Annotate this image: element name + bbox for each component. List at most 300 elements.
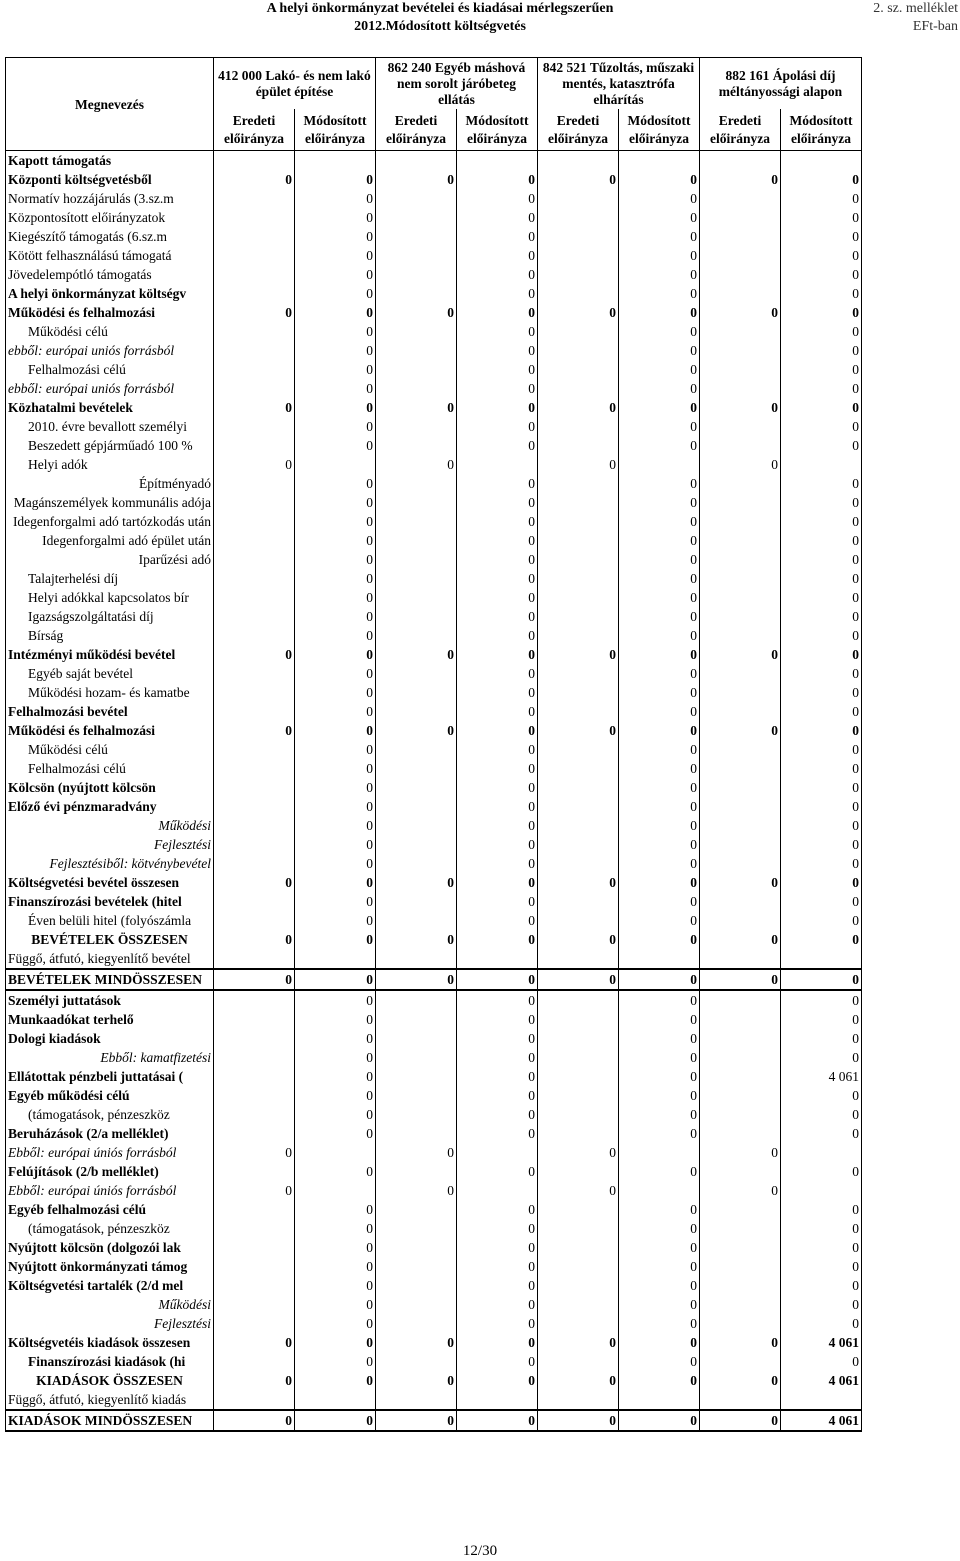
row-value	[538, 189, 619, 208]
row-value: 0	[457, 531, 538, 550]
row-value	[700, 265, 781, 284]
table-row	[6, 189, 862, 208]
row-value	[214, 512, 295, 531]
row-value: 0	[619, 208, 700, 227]
subheader-original: Eredeti előirányza	[538, 109, 619, 150]
row-value: 0	[619, 1067, 700, 1086]
row-value: 0	[295, 816, 376, 835]
row-value	[538, 322, 619, 341]
row-label: Beruházások (2/a melléklet)	[6, 1124, 214, 1143]
row-value: 0	[619, 436, 700, 455]
row-value: 0	[376, 721, 457, 740]
row-value: 0	[295, 189, 376, 208]
row-value	[538, 531, 619, 550]
row-value	[376, 493, 457, 512]
row-value: 0	[457, 1219, 538, 1238]
row-value: 0	[295, 969, 376, 990]
row-value: 0	[781, 683, 862, 702]
row-value: 0	[781, 569, 862, 588]
row-value: 0	[700, 721, 781, 740]
row-value: 0	[538, 873, 619, 892]
row-value: 0	[781, 759, 862, 778]
row-value	[376, 322, 457, 341]
row-label: BEVÉTELEK ÖSSZESEN	[6, 930, 214, 949]
row-value	[538, 626, 619, 645]
row-value: 0	[457, 1371, 538, 1390]
row-value: 0	[457, 740, 538, 759]
row-value: 0	[781, 474, 862, 493]
row-value: 0	[295, 1105, 376, 1124]
table-row	[6, 1048, 862, 1067]
row-label: Beszedett gépjárműadó 100 %	[6, 436, 214, 455]
row-value: 0	[295, 1048, 376, 1067]
table-row	[6, 797, 862, 816]
row-label: Intézményi működési bevétel	[6, 645, 214, 664]
row-value: 0	[619, 1410, 700, 1431]
row-value: 0	[538, 969, 619, 990]
row-value: 0	[781, 911, 862, 930]
row-value: 0	[295, 797, 376, 816]
row-value	[538, 778, 619, 797]
row-value: 0	[457, 341, 538, 360]
subheader-modified: Módosított előirányza	[781, 109, 862, 150]
row-value: 0	[781, 1048, 862, 1067]
row-value	[376, 208, 457, 227]
row-value: 0	[781, 990, 862, 1010]
row-value: 0	[457, 208, 538, 227]
row-value: 0	[781, 189, 862, 208]
row-label: Igazságszolgáltatási díj	[6, 607, 214, 626]
row-label: Helyi adók	[6, 455, 214, 474]
column-group-header: 842 521 Tűzoltás, műszaki mentés, katasztrófa elhárítás	[538, 58, 700, 110]
row-value: 0	[538, 455, 619, 474]
row-value: 0	[295, 284, 376, 303]
row-value	[376, 911, 457, 930]
row-value: 0	[781, 170, 862, 189]
row-value: 0	[781, 550, 862, 569]
row-value: 0	[295, 664, 376, 683]
row-value	[457, 949, 538, 969]
row-value	[538, 569, 619, 588]
row-value: 0	[457, 702, 538, 721]
row-value	[538, 664, 619, 683]
row-value: 0	[619, 873, 700, 892]
row-value	[538, 493, 619, 512]
row-value: 0	[214, 398, 295, 417]
row-value: 0	[781, 417, 862, 436]
row-value	[700, 208, 781, 227]
row-value	[538, 759, 619, 778]
row-label: Dologi kiadások	[6, 1029, 214, 1048]
row-value	[214, 664, 295, 683]
row-value	[538, 1257, 619, 1276]
row-label: Talajterhelési díj	[6, 569, 214, 588]
row-value	[376, 1352, 457, 1371]
row-value: 0	[214, 645, 295, 664]
row-value	[376, 512, 457, 531]
row-value: 0	[781, 835, 862, 854]
row-value: 0	[295, 417, 376, 436]
table-row	[6, 1105, 862, 1124]
row-value: 0	[457, 1238, 538, 1257]
budget-table	[5, 57, 862, 1432]
row-value	[538, 1162, 619, 1181]
table-row	[6, 1257, 862, 1276]
row-value: 0	[619, 1162, 700, 1181]
row-value	[700, 683, 781, 702]
row-value: 0	[376, 873, 457, 892]
row-value	[700, 322, 781, 341]
row-value	[457, 1143, 538, 1162]
row-value: 0	[781, 1276, 862, 1295]
row-value: 0	[295, 170, 376, 189]
table-row	[6, 1314, 862, 1333]
row-value	[376, 1086, 457, 1105]
row-value	[619, 455, 700, 474]
row-value	[700, 1162, 781, 1181]
row-value: 0	[457, 284, 538, 303]
row-value	[214, 1276, 295, 1295]
row-value: 0	[781, 588, 862, 607]
row-value	[700, 360, 781, 379]
row-value	[457, 455, 538, 474]
row-value: 0	[457, 379, 538, 398]
row-value: 0	[214, 1143, 295, 1162]
row-value: 0	[295, 360, 376, 379]
row-value	[781, 1181, 862, 1200]
row-value: 0	[376, 969, 457, 990]
row-value: 0	[457, 550, 538, 569]
row-value: 0	[538, 1410, 619, 1431]
table-row	[6, 778, 862, 797]
row-value	[214, 246, 295, 265]
table-row	[6, 969, 862, 990]
row-value: 0	[781, 1010, 862, 1029]
table-row	[6, 1010, 862, 1029]
row-value: 0	[295, 626, 376, 645]
row-value: 0	[781, 493, 862, 512]
row-value: 0	[376, 398, 457, 417]
row-value: 0	[457, 322, 538, 341]
table-row	[6, 911, 862, 930]
row-value	[700, 1010, 781, 1029]
row-value	[214, 626, 295, 645]
row-value: 0	[781, 246, 862, 265]
row-value: 0	[781, 607, 862, 626]
table-row	[6, 683, 862, 702]
row-value	[376, 284, 457, 303]
row-value: 0	[781, 1105, 862, 1124]
table-row	[6, 151, 862, 171]
row-label: BEVÉTELEK MINDÖSSZESEN	[6, 969, 214, 990]
row-value: 0	[781, 379, 862, 398]
table-row	[6, 702, 862, 721]
row-value: 0	[619, 969, 700, 990]
row-value: 0	[295, 208, 376, 227]
row-value: 0	[619, 360, 700, 379]
row-value: 0	[700, 303, 781, 322]
row-label: Felhalmozási célú	[6, 759, 214, 778]
row-value	[700, 835, 781, 854]
row-value: 0	[457, 1333, 538, 1352]
row-label: Költségvetési tartalék (2/d mel	[6, 1276, 214, 1295]
row-value: 0	[295, 1029, 376, 1048]
table-row	[6, 379, 862, 398]
row-value	[457, 1390, 538, 1410]
subheader-original: Eredeti előirányza	[214, 109, 295, 150]
row-value: 0	[619, 303, 700, 322]
row-value	[619, 949, 700, 969]
row-value	[376, 759, 457, 778]
row-value	[376, 360, 457, 379]
row-value: 0	[619, 854, 700, 873]
row-value	[376, 227, 457, 246]
row-value	[781, 455, 862, 474]
table-row	[6, 740, 862, 759]
row-value: 0	[619, 1371, 700, 1390]
column-group-header: 862 240 Egyéb máshová nem sorolt járóbeteg ellátás	[376, 58, 538, 110]
row-label: Bírság	[6, 626, 214, 645]
row-value	[538, 797, 619, 816]
row-value	[700, 417, 781, 436]
row-value: 0	[619, 1352, 700, 1371]
row-value: 0	[457, 398, 538, 417]
row-label: Működési hozam- és kamatbe	[6, 683, 214, 702]
row-label: Kapott támogatás	[6, 151, 214, 171]
row-value: 0	[295, 1086, 376, 1105]
row-value	[214, 816, 295, 835]
row-value	[376, 265, 457, 284]
row-value	[538, 816, 619, 835]
row-value	[538, 1105, 619, 1124]
table-row	[6, 1333, 862, 1352]
row-value	[376, 1200, 457, 1219]
row-value	[214, 360, 295, 379]
row-label: Kiegészítő támogatás (6.sz.m	[6, 227, 214, 246]
row-value	[538, 284, 619, 303]
row-value	[700, 493, 781, 512]
row-value	[700, 1295, 781, 1314]
column-header-name: Megnevezés	[6, 58, 214, 151]
row-label: Fejlesztési	[6, 835, 214, 854]
row-value	[214, 550, 295, 569]
row-label: Közhatalmi bevételek	[6, 398, 214, 417]
table-row	[6, 455, 862, 474]
row-value: 0	[700, 873, 781, 892]
row-value: 0	[214, 1333, 295, 1352]
table-row	[6, 1238, 862, 1257]
row-label: Építményadó	[6, 474, 214, 493]
row-value: 0	[619, 1238, 700, 1257]
row-value	[700, 1276, 781, 1295]
row-value	[700, 1200, 781, 1219]
row-label: Költségvetéis kiadások összesen	[6, 1333, 214, 1352]
row-label: Jövedelempótló támogatás	[6, 265, 214, 284]
row-value	[214, 778, 295, 797]
row-value	[538, 949, 619, 969]
row-label: Ebből: kamatfizetési	[6, 1048, 214, 1067]
row-value: 0	[214, 1181, 295, 1200]
row-value: 0	[619, 417, 700, 436]
table-row	[6, 892, 862, 911]
row-value	[214, 1029, 295, 1048]
row-value	[700, 569, 781, 588]
row-label: Működési és felhalmozási	[6, 303, 214, 322]
row-label: (támogatások, pénzeszköz	[6, 1219, 214, 1238]
table-row	[6, 1143, 862, 1162]
row-value: 0	[295, 1276, 376, 1295]
row-value	[700, 246, 781, 265]
row-value	[295, 1390, 376, 1410]
row-value: 0	[295, 512, 376, 531]
table-row	[6, 1371, 862, 1390]
row-value	[376, 854, 457, 873]
row-value	[376, 1162, 457, 1181]
row-value	[376, 990, 457, 1010]
row-value: 0	[214, 1410, 295, 1431]
row-value: 0	[619, 189, 700, 208]
row-value	[214, 284, 295, 303]
row-value	[700, 227, 781, 246]
row-value: 0	[295, 740, 376, 759]
row-value	[700, 474, 781, 493]
row-value	[376, 892, 457, 911]
row-value	[376, 550, 457, 569]
table-row	[6, 664, 862, 683]
row-value: 0	[295, 1410, 376, 1431]
row-value: 0	[538, 1181, 619, 1200]
row-value: 0	[295, 759, 376, 778]
row-value: 0	[214, 455, 295, 474]
row-value	[700, 379, 781, 398]
row-value	[376, 607, 457, 626]
row-value	[700, 341, 781, 360]
row-value: 0	[457, 1029, 538, 1048]
table-row	[6, 493, 862, 512]
row-value	[538, 417, 619, 436]
table-row	[6, 322, 862, 341]
row-value	[538, 151, 619, 171]
row-value: 0	[781, 227, 862, 246]
row-value	[538, 990, 619, 1010]
row-value: 0	[457, 170, 538, 189]
row-value	[700, 1048, 781, 1067]
row-value	[538, 1295, 619, 1314]
row-value: 0	[295, 550, 376, 569]
row-value: 0	[457, 607, 538, 626]
row-value	[376, 1067, 457, 1086]
table-row	[6, 645, 862, 664]
row-value	[376, 1124, 457, 1143]
row-value	[700, 1105, 781, 1124]
row-value	[214, 892, 295, 911]
subheader-modified: Módosított előirányza	[619, 109, 700, 150]
annex-number: 2. sz. melléklet	[873, 1, 958, 16]
row-value: 0	[781, 512, 862, 531]
row-label: Felhalmozási célú	[6, 360, 214, 379]
row-value	[376, 1238, 457, 1257]
row-value: 0	[538, 1143, 619, 1162]
row-value: 0	[457, 873, 538, 892]
table-row	[6, 512, 862, 531]
table-row	[6, 1086, 862, 1105]
column-group-header: 882 161 Ápolási díj méltányossági alapon	[700, 58, 862, 110]
row-value	[295, 151, 376, 171]
row-value	[538, 265, 619, 284]
row-value: 0	[619, 816, 700, 835]
row-value: 0	[295, 227, 376, 246]
row-value: 0	[619, 512, 700, 531]
row-value: 0	[457, 265, 538, 284]
row-label: Fejlesztési	[6, 1314, 214, 1333]
row-value	[700, 284, 781, 303]
row-value: 0	[619, 170, 700, 189]
row-value: 0	[781, 398, 862, 417]
table-row	[6, 854, 862, 873]
row-value: 0	[781, 1086, 862, 1105]
row-value: 0	[781, 930, 862, 949]
row-value: 0	[619, 1257, 700, 1276]
row-label: Központosított előirányzatok	[6, 208, 214, 227]
row-value: 0	[457, 569, 538, 588]
row-value	[376, 1295, 457, 1314]
row-value	[700, 189, 781, 208]
table-row	[6, 284, 862, 303]
row-value: 0	[619, 1048, 700, 1067]
row-value: 0	[214, 930, 295, 949]
table-row	[6, 1162, 862, 1181]
row-value	[214, 1352, 295, 1371]
row-value: 0	[781, 740, 862, 759]
table-row	[6, 208, 862, 227]
row-label: KIADÁSOK ÖSSZESEN	[6, 1371, 214, 1390]
row-label: Helyi adókkal kapcsolatos bír	[6, 588, 214, 607]
row-value: 0	[457, 835, 538, 854]
row-value	[538, 379, 619, 398]
row-value	[376, 1219, 457, 1238]
row-value	[376, 1010, 457, 1029]
row-value	[700, 816, 781, 835]
row-value	[214, 227, 295, 246]
row-value: 0	[781, 1219, 862, 1238]
row-value	[700, 797, 781, 816]
row-value: 0	[295, 1124, 376, 1143]
row-value: 0	[295, 1333, 376, 1352]
row-value: 0	[457, 797, 538, 816]
row-value: 0	[376, 455, 457, 474]
row-value: 0	[700, 1371, 781, 1390]
row-value	[700, 664, 781, 683]
row-value	[700, 1219, 781, 1238]
row-value: 0	[619, 284, 700, 303]
row-value	[214, 1200, 295, 1219]
row-value	[214, 1124, 295, 1143]
row-value: 0	[619, 1124, 700, 1143]
row-value	[214, 702, 295, 721]
row-value: 0	[376, 170, 457, 189]
row-value	[700, 702, 781, 721]
row-value: 0	[619, 322, 700, 341]
row-value: 0	[619, 1200, 700, 1219]
row-value: 0	[376, 1143, 457, 1162]
row-value: 0	[295, 303, 376, 322]
table-row	[6, 1067, 862, 1086]
table-row	[6, 930, 862, 949]
row-value: 0	[295, 1238, 376, 1257]
row-value	[376, 949, 457, 969]
row-value: 0	[295, 1010, 376, 1029]
row-value	[376, 531, 457, 550]
